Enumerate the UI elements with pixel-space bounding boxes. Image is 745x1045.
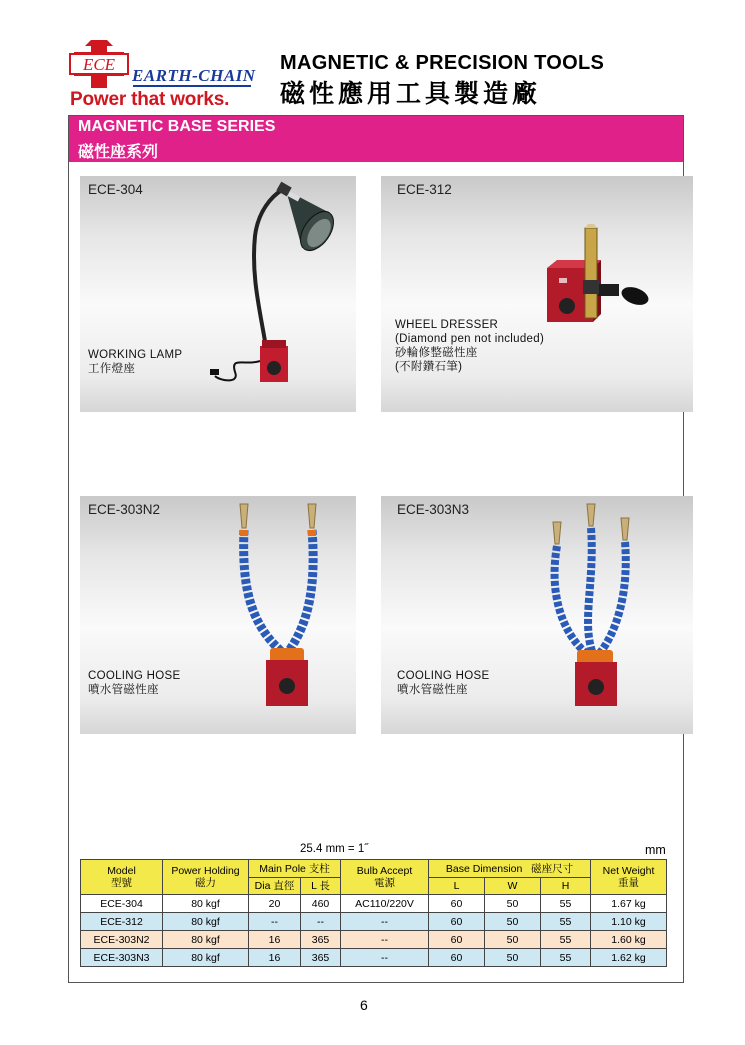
page-title-en: MAGNETIC & PRECISION TOOLS	[280, 52, 605, 74]
working-lamp-image	[210, 176, 356, 386]
table-cell: 365	[301, 931, 341, 949]
table-cell: 16	[249, 931, 301, 949]
col-header-base-dimension: Base Dimension 磁座尺寸	[429, 860, 591, 878]
col-header-base-h: H	[541, 878, 591, 895]
page-number: 6	[360, 997, 368, 1013]
table-cell: 50	[485, 949, 541, 967]
table-cell: 20	[249, 895, 301, 913]
product-caption-line: 噴水管磁性座	[397, 684, 468, 696]
product-caption-line: 工作燈座	[88, 363, 136, 375]
table-cell: --	[341, 913, 429, 931]
product-caption-line: COOLING HOSE	[397, 670, 490, 682]
col-header-power: Power Holding 磁力	[163, 860, 249, 895]
product-caption-line: WHEEL DRESSER	[395, 319, 499, 331]
unit-conversion-note: 25.4 mm = 1˝	[300, 843, 369, 855]
col-header-l: L 長	[301, 878, 341, 895]
cooling-hose-2-image	[230, 502, 340, 712]
table-cell: 1.60 kg	[591, 931, 667, 949]
table-cell: 1.67 kg	[591, 895, 667, 913]
series-title-en: MAGNETIC BASE SERIES	[78, 118, 276, 135]
product-caption-line: 噴水管磁性座	[88, 684, 159, 696]
col-header-dia: Dia 直徑	[249, 878, 301, 895]
product-caption-line: WORKING LAMP	[88, 349, 183, 361]
table-cell: 60	[429, 895, 485, 913]
table-cell: 80 kgf	[163, 913, 249, 931]
col-header-weight: Net Weight 重量	[591, 860, 667, 895]
table-cell: --	[249, 913, 301, 931]
series-title-zh: 磁性座系列	[78, 144, 159, 161]
table-cell: ECE-303N2	[81, 931, 163, 949]
table-cell: --	[341, 931, 429, 949]
table-cell: 55	[541, 895, 591, 913]
product-caption-line: (Diamond pen not included)	[395, 333, 545, 345]
product-caption-line: 砂輪修整磁性座	[395, 347, 478, 359]
table-row	[81, 949, 667, 967]
table-cell: 460	[301, 895, 341, 913]
page-title-zh: 磁性應用工具製造廠	[280, 80, 542, 108]
brand-underline	[133, 85, 251, 87]
product-card-ece-303n3	[381, 496, 693, 734]
table-cell: 80 kgf	[163, 895, 249, 913]
table-cell: 55	[541, 949, 591, 967]
table-row	[81, 931, 667, 949]
table-cell: 1.62 kg	[591, 949, 667, 967]
product-caption-line: (不附鑽石筆)	[395, 361, 463, 373]
brand-name: EARTH-CHAIN	[132, 66, 256, 85]
ece-logo	[68, 38, 130, 90]
table-cell: ECE-303N3	[81, 949, 163, 967]
col-header-base-l: L	[429, 878, 485, 895]
product-card-ece-303n2	[80, 496, 356, 734]
table-cell: 50	[485, 913, 541, 931]
wheel-dresser-image	[541, 224, 651, 334]
col-header-bulb: Bulb Accept 電源	[341, 860, 429, 895]
table-cell: ECE-304	[81, 895, 163, 913]
table-cell: 80 kgf	[163, 949, 249, 967]
table-row	[81, 913, 667, 931]
spec-table	[80, 859, 667, 967]
table-cell: 50	[485, 931, 541, 949]
table-cell: 55	[541, 931, 591, 949]
table-cell: 60	[429, 913, 485, 931]
cooling-hose-3-image	[541, 502, 651, 712]
table-cell: 55	[541, 913, 591, 931]
table-cell: 1.10 kg	[591, 913, 667, 931]
product-code: ECE-312	[397, 182, 452, 197]
table-cell: 50	[485, 895, 541, 913]
table-cell: 60	[429, 949, 485, 967]
table-cell: 60	[429, 931, 485, 949]
table-cell: 365	[301, 949, 341, 967]
product-code: ECE-303N3	[397, 502, 470, 517]
table-row	[81, 895, 667, 913]
product-card-ece-312	[381, 176, 693, 412]
table-cell: --	[341, 949, 429, 967]
table-cell: 80 kgf	[163, 931, 249, 949]
brand-slogan: Power that works.	[70, 89, 230, 110]
table-cell: 16	[249, 949, 301, 967]
table-cell: AC110/220V	[341, 895, 429, 913]
product-caption-line: COOLING HOSE	[88, 670, 181, 682]
table-cell: ECE-312	[81, 913, 163, 931]
unit-label: mm	[645, 843, 666, 857]
col-header-model: Model 型號	[81, 860, 163, 895]
spec-table-body	[81, 895, 667, 967]
product-card-ece-304	[80, 176, 356, 412]
product-code: ECE-303N2	[88, 502, 161, 517]
col-header-base-w: W	[485, 878, 541, 895]
table-cell: --	[301, 913, 341, 931]
product-code: ECE-304	[88, 182, 143, 197]
logo-text: ECE	[82, 55, 116, 74]
col-header-main-pole: Main Pole 支柱	[249, 860, 341, 878]
